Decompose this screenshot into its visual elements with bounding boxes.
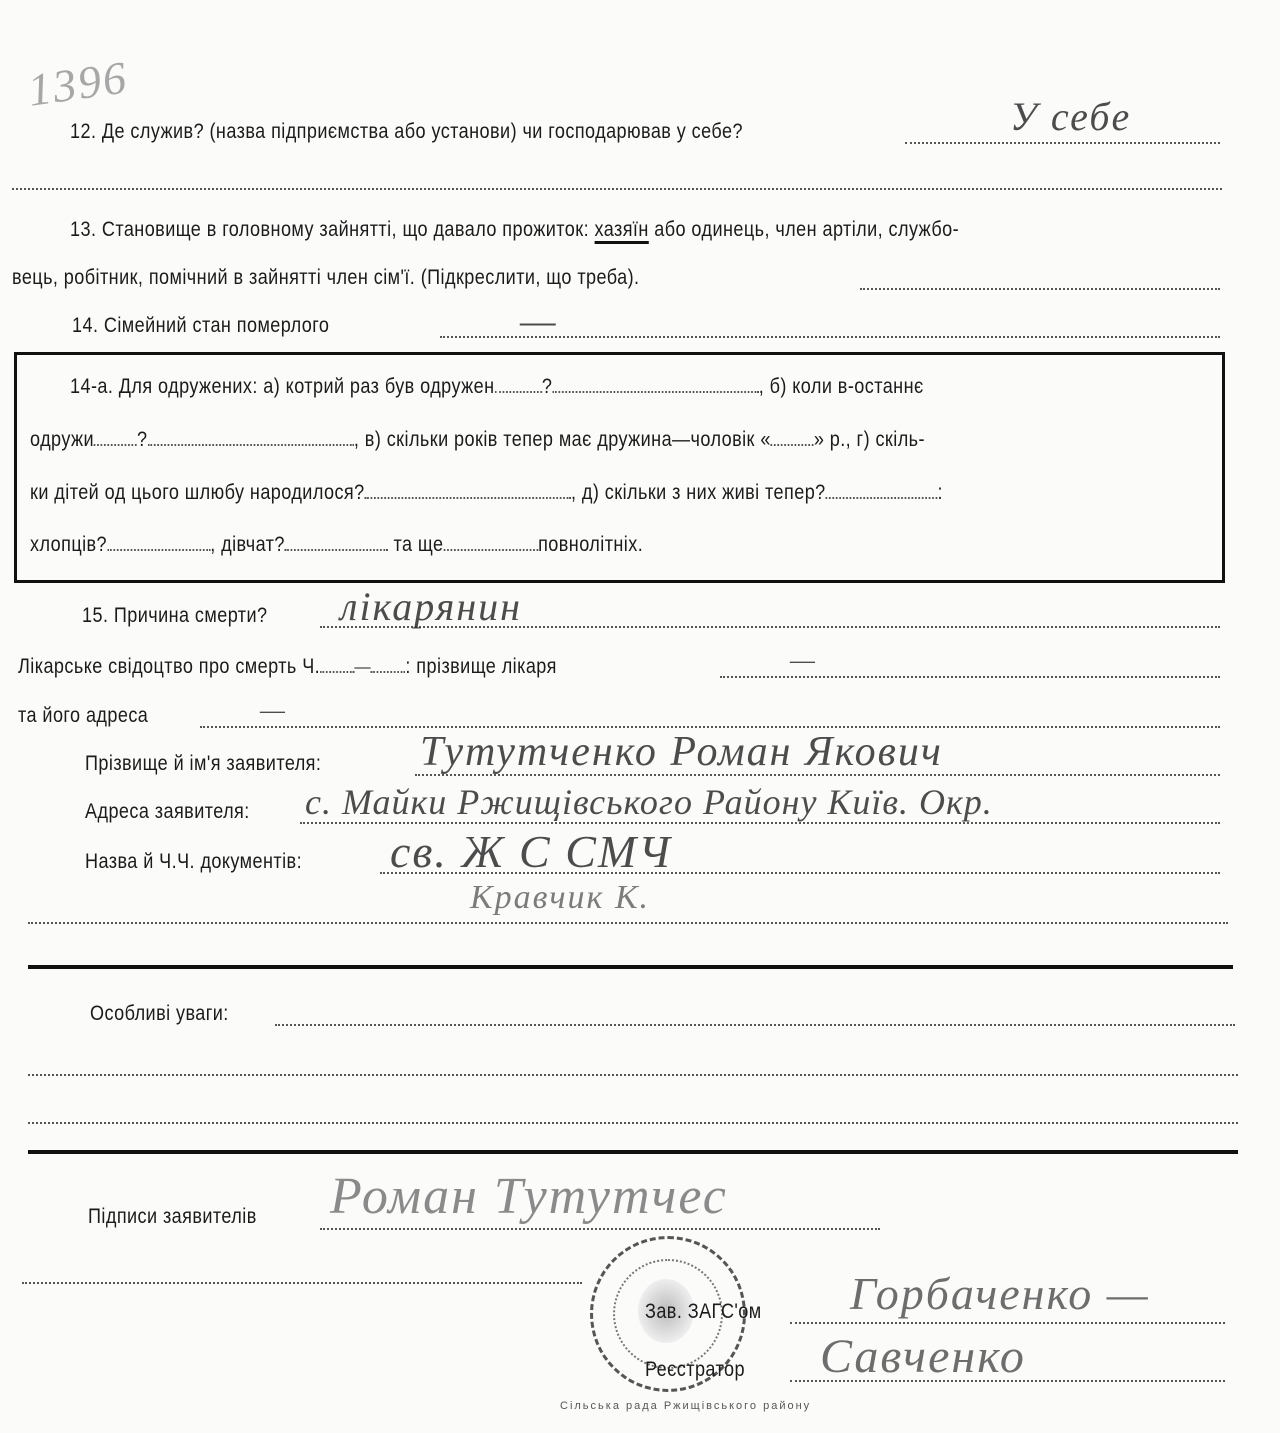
remarks-line-2	[28, 1074, 1238, 1076]
applicant-name-label: Прізвище й ім'я заявителя:	[85, 752, 322, 775]
q14-answer: —	[520, 298, 558, 343]
q14a-text-2c: » р., г) скіль-	[813, 428, 925, 451]
q14a-text-4b: , дівчат?	[210, 533, 285, 556]
stamp-text: Сільська рада Ржищівського району	[560, 1400, 812, 1412]
doctor-value: —	[790, 645, 817, 676]
zags-head-signature: Горбаченко —	[850, 1268, 1150, 1319]
q14a-text-b: , б) коли в-останнє	[758, 375, 924, 398]
q14a-text-3c: :	[937, 481, 943, 504]
certificate-number: —	[354, 654, 372, 678]
q12-label: 12. Де служив? (назва підприємства або установи) чи господарював у себе?	[70, 120, 743, 143]
q14a-line2	[30, 428, 925, 452]
signatures-line-2	[22, 1282, 582, 1284]
remarks-line-3	[28, 1122, 1238, 1124]
address-value: —	[260, 695, 287, 726]
q14a-line4	[30, 533, 643, 557]
q13-line2: вець, робітник, помічний в зайнятті член сім'ї. (Підкреслити, що треба).	[12, 266, 640, 289]
q13-line	[860, 288, 1220, 290]
q14a-text-2a: одружи	[30, 428, 95, 451]
documents-label: Назва й Ч.Ч. документів:	[85, 850, 303, 873]
documents-line-2	[28, 922, 1228, 924]
doctor-line	[720, 676, 1220, 678]
q14a-text-4c: та ще	[393, 533, 444, 556]
q12-answer-line	[905, 142, 1220, 144]
handwritten-number: 1396	[24, 51, 131, 116]
doctor-label: : прізвище лікаря	[405, 655, 557, 678]
q15-answer: лікарянин	[340, 584, 523, 629]
q14a-q2: ?	[137, 428, 148, 451]
zags-head-label: Зав. ЗАГС'ом	[645, 1300, 762, 1323]
q15-label: 15. Причина смерти?	[82, 604, 268, 627]
registrar-label: Реєстратор	[645, 1358, 745, 1381]
certificate-text: Лікарське свідоцтво про смерть Ч.	[18, 655, 321, 678]
applicant-signature: Роман Тутутчес	[330, 1168, 728, 1225]
q14a-line1	[70, 375, 924, 399]
q13-text-after: або одинець, член артіли, службо-	[648, 218, 960, 241]
q14a-line3	[30, 481, 943, 505]
q14-label: 14. Сімейний стан померлого	[72, 314, 330, 337]
applicant-address-label: Адреса заявителя:	[85, 800, 250, 823]
q14a-text-3a: ки дітей од цього шлюбу народилося?	[30, 481, 365, 504]
separator-line-2	[28, 1150, 1238, 1154]
q14a-q: ?	[541, 375, 553, 398]
signatures-line	[320, 1228, 880, 1230]
q14a-text-2b: , в) скільки років тепер має дружина—чоловік «	[353, 428, 771, 451]
certificate-label	[18, 654, 557, 679]
registrar-signature: Савченко	[820, 1330, 1026, 1383]
q14a-text-4a: хлопців?	[30, 533, 108, 556]
applicant-address-line	[300, 822, 1220, 824]
q14a-text-3b: , д) скільки з них живі тепер?	[571, 481, 826, 504]
signatures-label: Підписи заявителів	[88, 1205, 257, 1228]
documents-value-2: Кравчик К.	[470, 879, 651, 916]
q12-line2	[12, 188, 1222, 190]
address-line	[200, 726, 1220, 728]
q13-text: 13. Становище в головному зайнятті, що давало прожиток:	[70, 218, 595, 241]
remarks-line-1	[275, 1024, 1235, 1026]
documents-value: св. Ж С СМЧ	[390, 826, 672, 877]
zags-head-line	[790, 1322, 1225, 1324]
q12-answer: У себе	[1010, 94, 1132, 139]
applicant-name-value: Тутутченко Роман Якович	[420, 729, 943, 775]
q14a-text: 14-а. Для одружених: а) котрий раз був одружен	[70, 375, 495, 398]
separator-line	[28, 965, 1233, 969]
q13-underlined-option: хазяїн	[594, 218, 648, 244]
remarks-label: Особливі уваги:	[90, 1002, 229, 1025]
q13-line1	[70, 218, 959, 242]
q14a-text-4d: повнолітніх.	[538, 533, 644, 556]
address-label: та його адреса	[18, 704, 149, 727]
applicant-address-value: с. Майки Ржищівського Району Київ. Окр.	[305, 782, 993, 822]
